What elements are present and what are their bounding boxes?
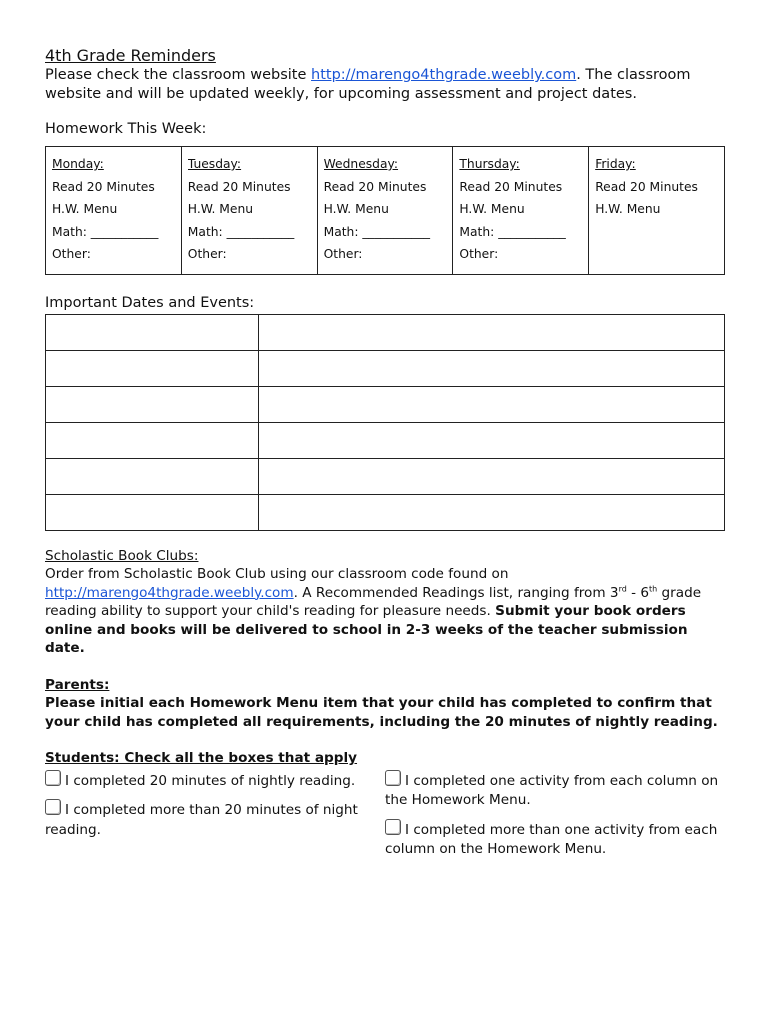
task-read: Read 20 Minutes — [595, 179, 698, 194]
task-other: Other: — [52, 247, 91, 261]
event-row — [46, 422, 725, 458]
task-other: Other: — [323, 247, 363, 261]
event-date-cell — [46, 494, 259, 530]
scholastic-heading: Scholastic Book Clubs: — [45, 547, 199, 564]
events-heading: Important Dates and Events: — [45, 294, 255, 311]
event-description-cell — [259, 422, 725, 458]
event-description-cell — [259, 494, 725, 530]
event-date-cell — [46, 386, 259, 422]
events-table — [45, 314, 725, 531]
checklist-right-column — [385, 770, 725, 868]
checklist-item-label: I completed one activity from each column on the Homework Menu. — [385, 772, 719, 808]
event-row — [46, 494, 725, 530]
task-other: Other: — [187, 247, 227, 261]
event-row — [46, 386, 725, 422]
homework-table — [45, 146, 725, 275]
checklist-item-label: I completed 20 minutes of nightly reading. — [65, 772, 356, 789]
scholastic-paragraph — [45, 565, 727, 658]
task-read: Read 20 Minutes — [187, 179, 291, 194]
scholastic-sup-th: th — [649, 583, 658, 593]
scholastic-line1: Order from Scholastic Book Club using our classroom code found on — [45, 566, 509, 582]
reminder-sheet — [45, 46, 727, 868]
task-math: Math: ___________ — [52, 224, 159, 239]
intro-text-before: Please check the classroom website — [45, 67, 312, 83]
homework-day-tuesday — [181, 147, 317, 275]
day-label: Thursday: — [459, 157, 520, 171]
checkbox[interactable] — [385, 819, 401, 835]
intro-text-after: . The classroom website and will be updated weekly, for upcoming assessment and project dates. — [45, 67, 691, 102]
task-read: Read 20 Minutes — [323, 179, 427, 194]
task-math: Math: ___________ — [187, 224, 295, 239]
event-row — [46, 350, 725, 386]
checklist-item-label: I completed more than 20 minutes of night reading. — [45, 802, 358, 838]
event-date-cell — [46, 350, 259, 386]
task-menu: H.W. Menu — [459, 202, 525, 216]
intro-paragraph — [45, 66, 727, 103]
scholastic-text-c: grade reading ability to support your child's reading for pleasure needs. — [45, 584, 702, 619]
day-label: Wednesday: — [323, 157, 399, 171]
students-checklist — [45, 770, 727, 868]
scholastic-bold-note: Submit your book orders online and books will be delivered to school in 2-3 weeks of the teacher submission date. — [45, 603, 688, 656]
checklist-item — [385, 819, 725, 860]
task-math: Math: ___________ — [323, 224, 431, 239]
checkbox[interactable] — [45, 799, 61, 815]
event-row — [46, 458, 725, 494]
task-read: Read 20 Minutes — [459, 179, 563, 194]
checklist-item — [45, 799, 385, 840]
checklist-item — [45, 770, 385, 792]
scholastic-section — [45, 547, 727, 658]
checkbox[interactable] — [385, 770, 401, 786]
task-other: Other: — [459, 247, 499, 261]
event-description-cell — [259, 458, 725, 494]
task-menu: H.W. Menu — [323, 202, 389, 216]
checklist-left-column — [45, 770, 385, 868]
homework-day-friday — [589, 147, 725, 275]
task-read: Read 20 Minutes — [52, 179, 155, 194]
parents-section — [45, 676, 727, 732]
day-label: Friday: — [595, 157, 636, 171]
event-description-cell — [259, 350, 725, 386]
homework-day-wednesday — [317, 147, 453, 275]
homework-day-thursday — [453, 147, 589, 275]
classroom-website-link[interactable]: http://marengo4thgrade.weebly.com — [311, 67, 577, 83]
day-label: Tuesday: — [187, 157, 242, 171]
checklist-item-label: I completed more than one activity from each column on the Homework Menu. — [385, 821, 718, 857]
event-description-cell — [259, 314, 725, 350]
scholastic-website-link[interactable]: http://marengo4thgrade.weebly.com — [45, 584, 294, 601]
students-heading: Students: Check all the boxes that apply — [45, 750, 358, 766]
parents-heading: Parents: — [45, 676, 110, 693]
scholastic-text-a: . A Recommended Readings list, ranging from 3 — [293, 584, 619, 601]
task-math: Math: ___________ — [459, 224, 566, 239]
day-label: Monday: — [52, 157, 104, 171]
event-description-cell — [259, 386, 725, 422]
checkbox[interactable] — [45, 770, 61, 786]
scholastic-text-b: - 6 — [626, 584, 650, 601]
event-row — [46, 314, 725, 350]
page-title: 4th Grade Reminders — [45, 46, 216, 65]
event-date-cell — [46, 314, 259, 350]
task-menu: H.W. Menu — [595, 202, 661, 216]
event-date-cell — [46, 458, 259, 494]
task-menu: H.W. Menu — [187, 202, 254, 216]
scholastic-sup-rd: rd — [618, 583, 627, 593]
parents-text: Please initial each Homework Menu item that your child has completed to confirm that your child has completed all requirements, including the 20 minutes of nightly reading. — [45, 695, 718, 730]
homework-day-monday — [46, 147, 182, 275]
homework-heading: Homework This Week: — [45, 121, 207, 137]
task-menu: H.W. Menu — [52, 202, 118, 216]
event-date-cell — [46, 422, 259, 458]
checklist-item — [385, 770, 725, 811]
